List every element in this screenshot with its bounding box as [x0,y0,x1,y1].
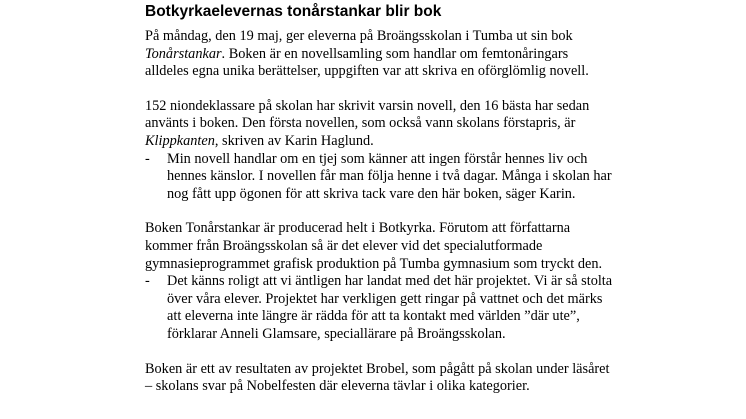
book-title: Tonårstankar [145,45,222,62]
quote-anneli [145,273,615,343]
paragraph-brobel: Boken är ett av resultaten av projektet Brobel, som pågått på skolan under läsåret – skolans svar på Nobelfesten där eleverna tävlar i olika kategorier. [145,360,610,395]
paragraph-contest-part-b: , skriven av Karin Haglund. [214,132,374,149]
quote-anneli-text: Det känns roligt att vi äntligen har landat med det här projektet. Vi är så stolta över våra elever. Projektet har verkligen gett ringar på vattnet och det märks att eleverna inte längre är rädda för att ta kontakt med världen ”där ute”, förklarar Anneli Glamsare, speciallärare på Broängsskolan. [167,273,613,342]
paragraph-intro-part-b: . Boken är en novellsamling som handlar om femtonåringars alldeles egna unika berättelser, uppgiften var att skriva en oförglömlig novell. [145,45,589,80]
quote-dash: - [145,150,150,167]
quote-karin-text: Min novell handlar om en tjej som känner att ingen förstår hennes liv och hennes känslor. I novellen får man följa henne i två dagar. Många i skolan har nog fått upp ögonen för att skriva tack vare den här boken, säger Karin. [167,150,612,202]
headline: Botkyrkaelevernas tonårstankar blir bok [145,3,442,20]
paragraph-contest [145,98,615,151]
quote-karin [145,151,615,204]
paragraph-intro-part-a: På måndag, den 19 maj, ger eleverna på Broängsskolan i Tumba ut sin bok [145,28,573,44]
press-release [145,0,615,396]
paragraph-production: Boken Tonårstankar är producerad helt i Botkyrka. Förutom att författarna kommer från Broängsskolan så är det elever vid det specialutformade gymnasieprogrammet grafisk produktion på Tumba gymnasium som tryckt den. [145,220,603,272]
paragraph-contest-part-a: 152 niondeklassare på skolan har skrivit varsin novell, den 16 bästa har sedan använts i boken. Den första novellen, som också vann skolans förstapris, är [145,97,590,132]
paragraph-intro [145,28,615,81]
story-title: Klippkanten [145,132,215,149]
quote-dash: - [145,273,150,290]
